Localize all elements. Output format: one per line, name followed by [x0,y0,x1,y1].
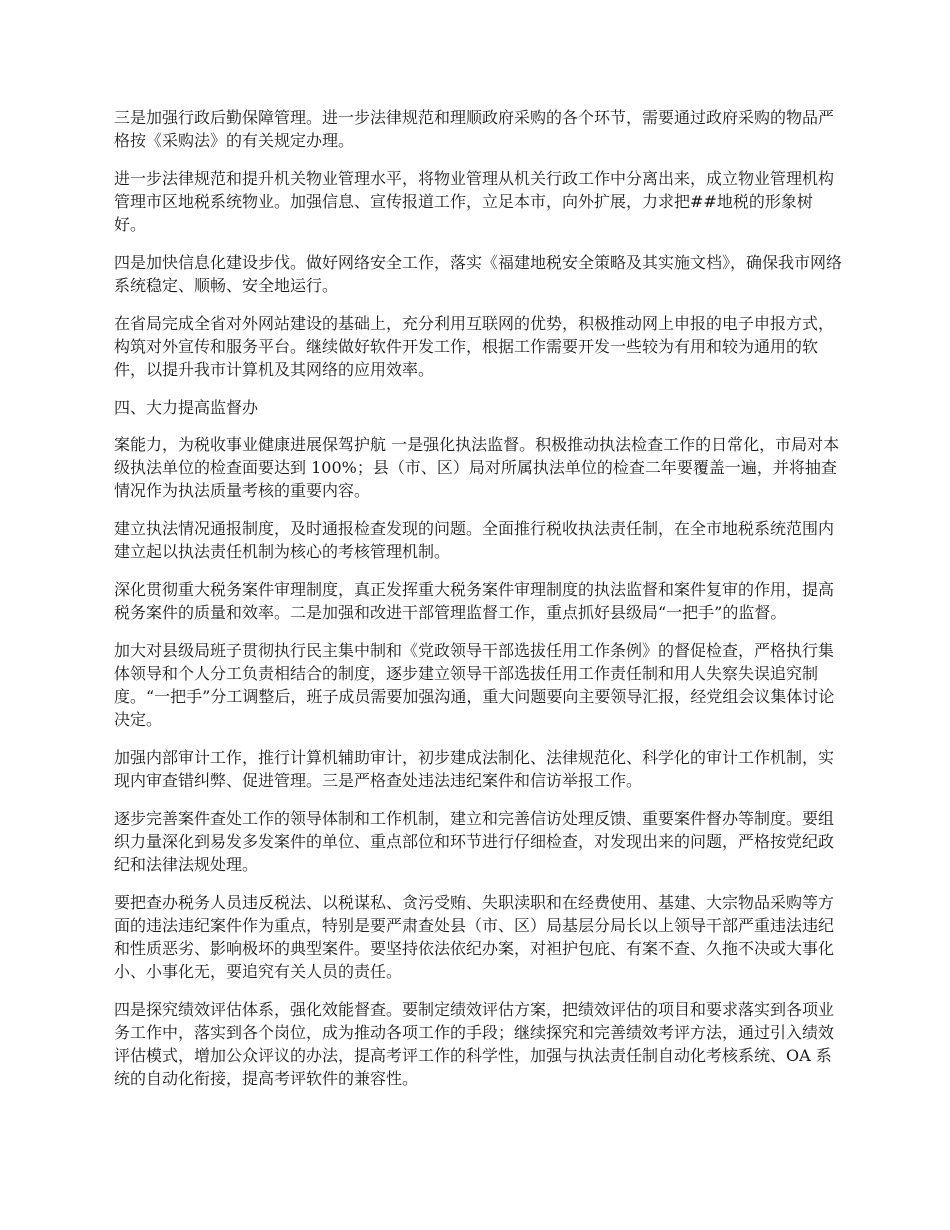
paragraph: 三是加强行政后勤保障管理。进一步法律规范和理顺政府采购的各个环节，需要通过政府采购的物品严格按《采购法》的有关规定办理。 [114,108,835,150]
paragraph: 要把查办税务人员违反税法、以税谋私、贪污受贿、失职渎职和在经费使用、基建、大宗物品采购等方面的违法违纪案件作为重点，特别是要严肃查处县（市、区）局基层分局长以上领导干部严重违法违纪和性质恶劣、影响极坏的典型案件。要坚持依法依纪办案，对袒护包庇、有案不查、久拖不决或大事化小、小事化无，要追究有关人员的责任。 [114,893,835,981]
document-body [114,106,844,1105]
paragraph: 案能力，为税收事业健康进展保驾护航 一是强化执法监督。积极推动执法检查工作的日常化，市局对本级执法单位的检查面要达到 100%；县（市、区）局对所属执法单位的检查二年要覆盖一遍，并将抽查情况作为执法质量考核的重要内容。 [114,435,840,500]
section-heading: 四、大力提高监督办 [114,398,259,417]
paragraph: 在省局完成全省对外网站建设的基础上，充分利用互联网的优势，积极推动网上申报的电子申报方式，构筑对外宣传和服务平台。继续做好软件开发工作，根据工作需要开发一些较为有用和较为通用的软件，以提升我市计算机及其网络的应用效率。 [114,314,835,379]
paragraph: 四是加快信息化建设步伐。做好网络安全工作，落实《福建地税安全策略及其实施文档》，确保我市网络系统稳定、顺畅、安全地运行。 [114,253,843,295]
paragraph: 深化贯彻重大税务案件审理制度，真正发挥重大税务案件审理制度的执法监督和案件复审的作用，提高税务案件的质量和效率。二是加强和改进干部管理监督工作，重点抓好县级局“一把手”的监督。 [114,580,835,622]
paragraph: 建立执法情况通报制度，及时通报检查发现的问题。全面推行税收执法责任制，在全市地税系统范围内建立起以执法责任机制为核心的考核管理机制。 [114,519,835,561]
paragraph: 进一步法律规范和提升机关物业管理水平，将物业管理从机关行政工作中分离出来，成立物业管理机构管理市区地税系统物业。加强信息、宣传报道工作，立足本市，向外扩展，力求把##地税的形象树好。 [114,169,835,234]
paragraph: 加强内部审计工作，推行计算机辅助审计，初步建成法制化、法律规范化、科学化的审计工作机制，实现内审查错纠弊、促进管理。三是严格查处违法违纪案件和信访举报工作。 [114,748,835,790]
paragraph: 四是探究绩效评估体系，强化效能督查。要制定绩效评估方案，把绩效评估的项目和要求落实到各项业务工作中，落实到各个岗位，成为推动各项工作的手段；继续探究和完善绩效考评方法，通过引入绩效评估模式，增加公众评议的办法，提高考评工作的科学性，加强与执法责任制自动化考核系统、OA 系统的自动化衔接，提高考评软件的兼容性。 [114,1000,835,1088]
paragraph: 逐步完善案件查处工作的领导体制和工作机制，建立和完善信访处理反馈、重要案件督办等制度。要组织力量深化到易发多发案件的单位、重点部位和环节进行仔细检查，对发现出来的问题，严格按党纪政纪和法律法规处理。 [114,809,835,874]
paragraph: 加大对县级局班子贯彻执行民主集中制和《党政领导干部选拔任用工作条例》的督促检查，严格执行集体领导和个人分工负责相结合的制度，逐步建立领导干部选拔任用工作责任制和用人失察失误追究制度。“一把手”分工调整后，班子成员需要加强沟通，重大问题要向主要领导汇报，经党组会议集体讨论决定。 [114,641,835,729]
